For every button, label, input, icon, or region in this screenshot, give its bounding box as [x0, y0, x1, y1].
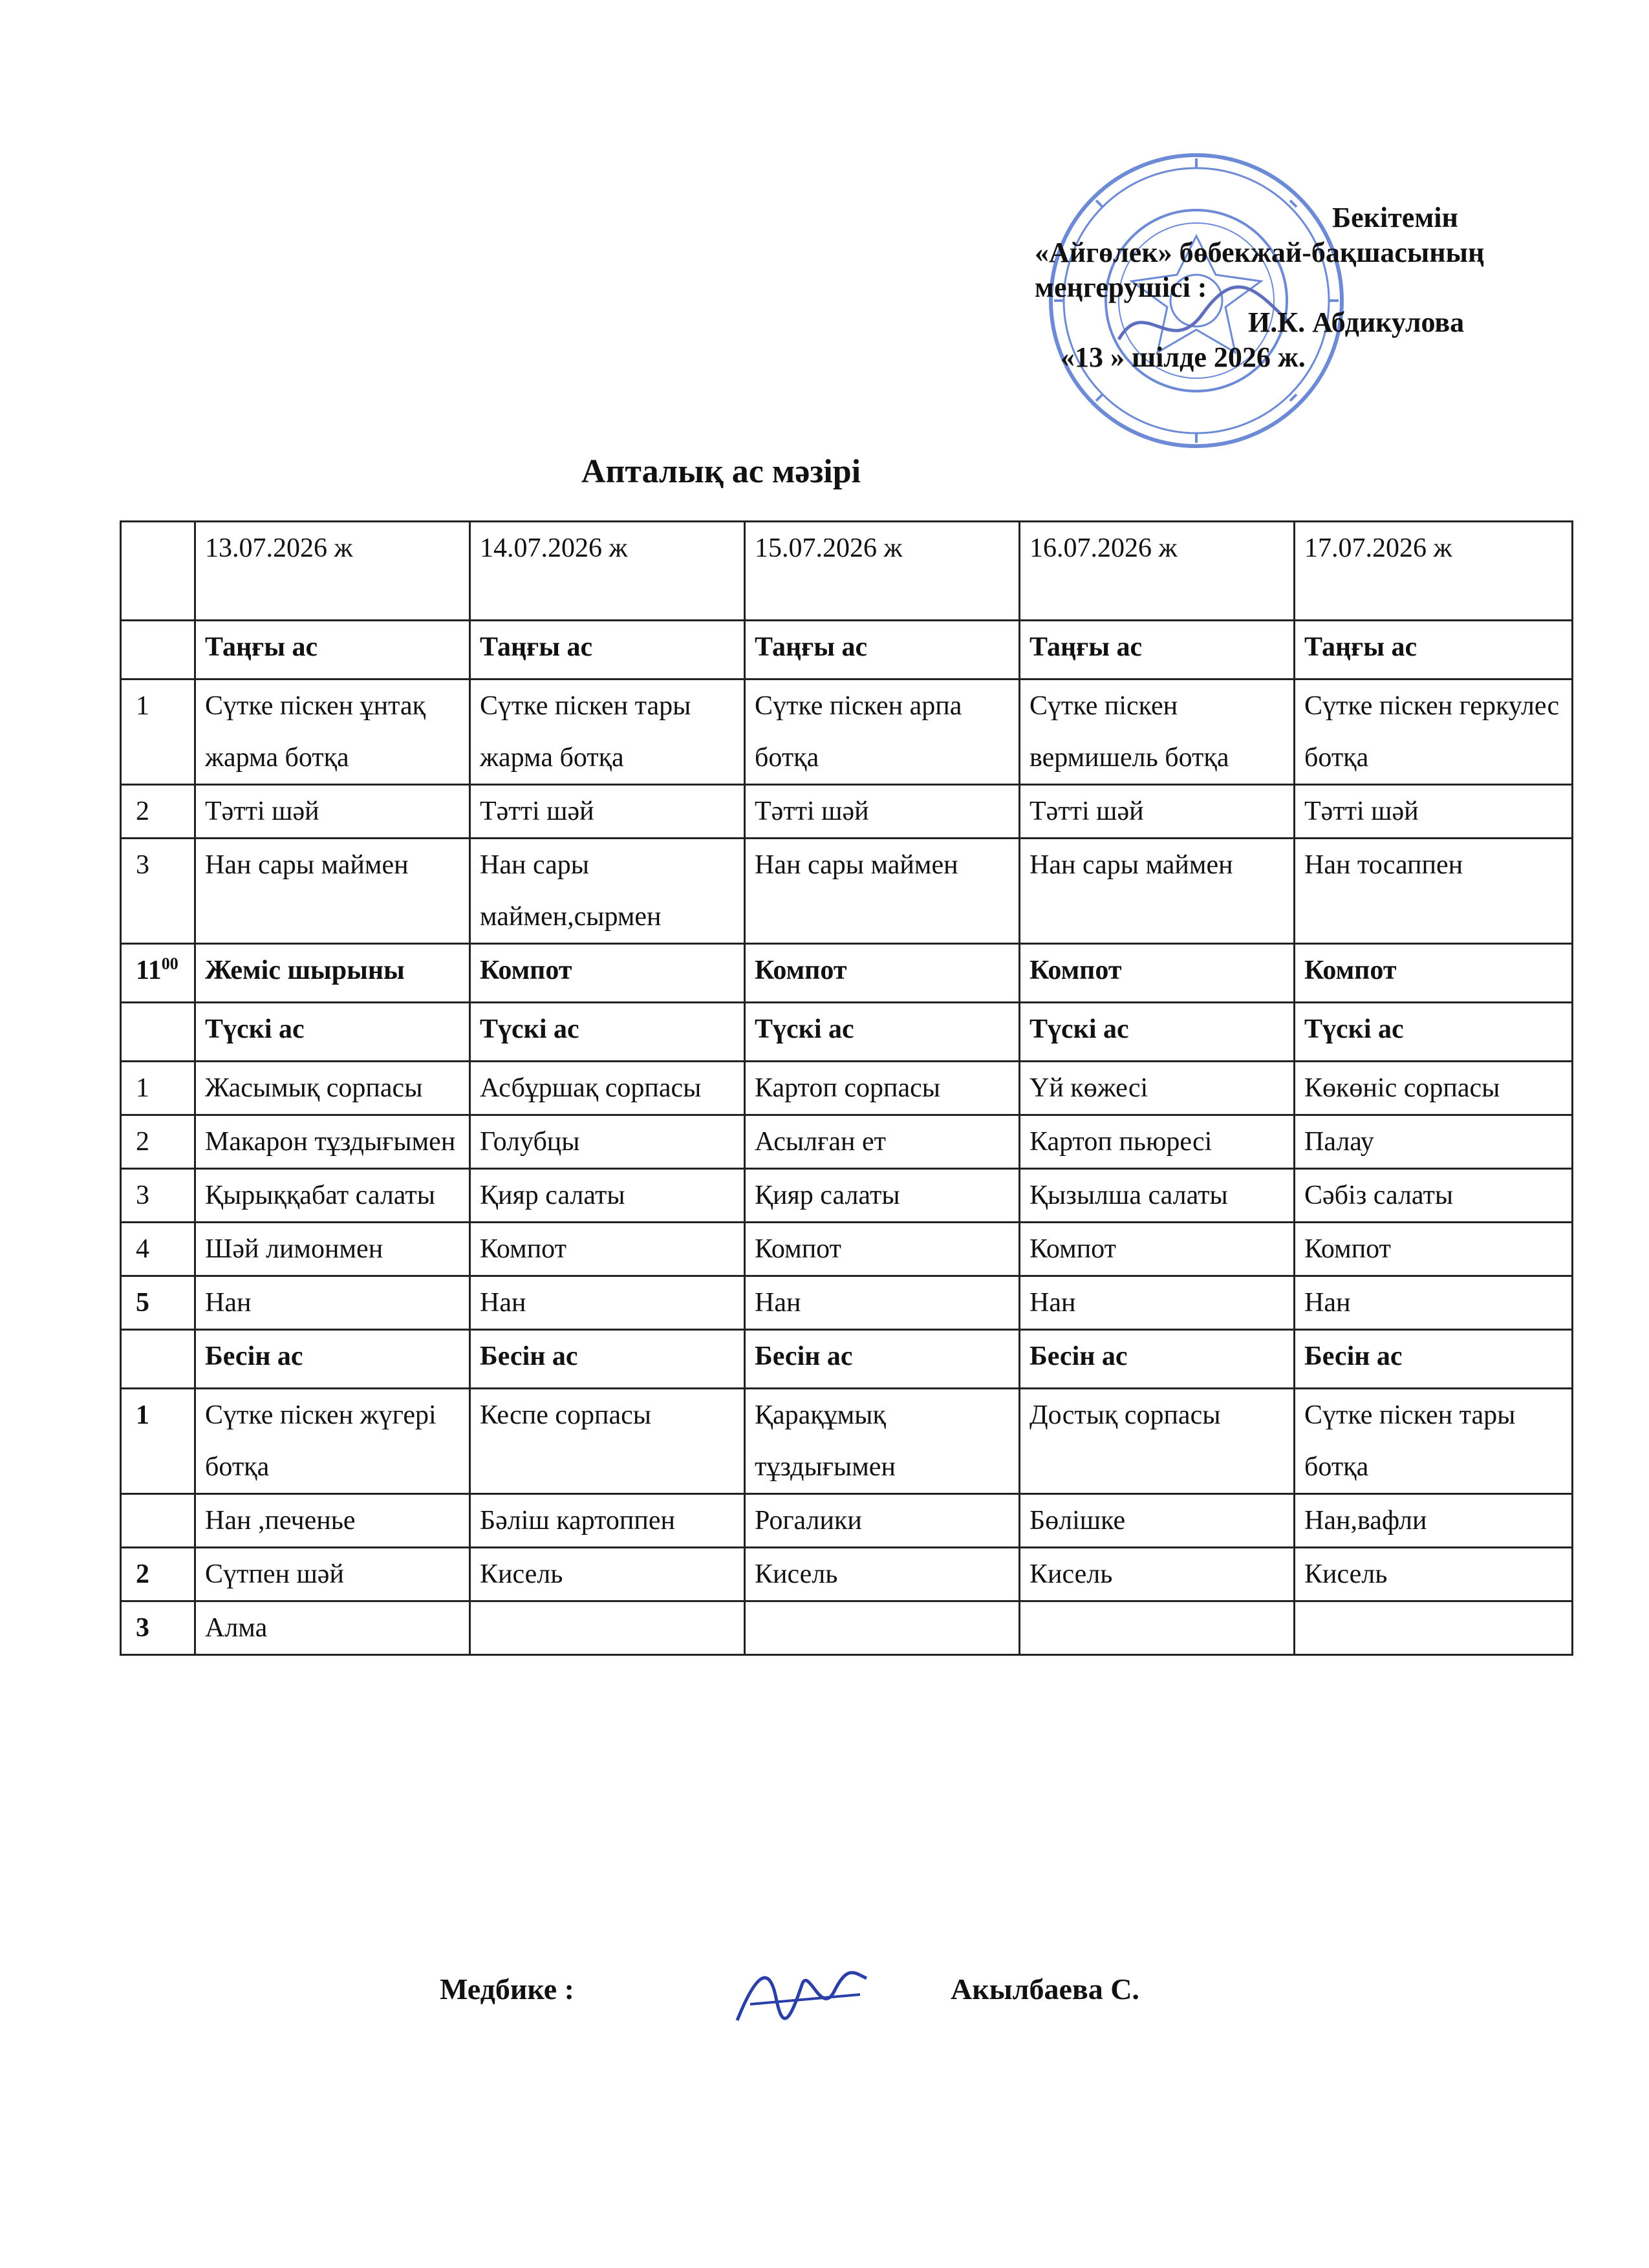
approval-signer-name: И.К. Абдикулова [1248, 306, 1465, 338]
menu-cell: Компот [1295, 944, 1573, 1003]
menu-cell: Тәтті шәй [1295, 785, 1573, 839]
menu-cell: Таңғы ас [195, 621, 470, 679]
menu-cell: Қызылша салаты [1020, 1169, 1295, 1223]
nurse-name: Акылбаева С. [951, 1973, 1139, 2006]
menu-cell: Тәтті шәй [195, 785, 470, 839]
table-row [121, 1548, 1573, 1601]
menu-cell: Бесін ас [1020, 1330, 1295, 1389]
menu-cell: Сүтке піскен геркулес ботқа [1295, 679, 1573, 785]
menu-cell: Нан [1295, 1276, 1573, 1330]
menu-cell: Бөлішке [1020, 1494, 1295, 1548]
menu-cell: Бесін ас [1295, 1330, 1573, 1389]
table-row [121, 1494, 1573, 1548]
menu-cell [1295, 1601, 1573, 1655]
table-row [121, 1276, 1573, 1330]
row-number: 2 [136, 797, 149, 826]
menu-cell: Кеспе сорпасы [470, 1389, 745, 1494]
menu-cell: Тәтті шәй [1020, 785, 1295, 839]
meal-row [121, 944, 1573, 1003]
date-cell: 14.07.2026 ж [470, 522, 745, 621]
menu-cell: Бәліш картоппен [470, 1494, 745, 1548]
row-number-cell [121, 1062, 195, 1115]
menu-cell: Бесін ас [195, 1330, 470, 1389]
table-row [121, 1223, 1573, 1276]
menu-cell: Таңғы ас [470, 621, 745, 679]
row-number-cell [121, 1389, 195, 1494]
row-number-cell [121, 1223, 195, 1276]
menu-cell: Сәбіз салаты [1295, 1169, 1573, 1223]
approval-organization: «Айгөлек» бөбекжай-бақшасының [1035, 237, 1485, 268]
row-number-cell [121, 679, 195, 785]
menu-cell [745, 1601, 1020, 1655]
row-number-cell [121, 1601, 195, 1655]
menu-cell: Түскі ас [195, 1003, 470, 1062]
date-cell: 16.07.2026 ж [1020, 522, 1295, 621]
date-cell: 15.07.2026 ж [745, 522, 1020, 621]
row-number-cell [121, 1494, 195, 1548]
menu-cell [470, 1601, 745, 1655]
page-title: Апталық ас мәзірі [581, 453, 861, 490]
row-number: 2 [136, 1559, 149, 1589]
date-cell: 13.07.2026 ж [195, 522, 470, 621]
menu-cell: Нан сары маймен,сырмен [470, 839, 745, 944]
menu-cell: Шәй лимонмен [195, 1223, 470, 1276]
menu-cell: Түскі ас [1020, 1003, 1295, 1062]
menu-cell: Кисель [470, 1548, 745, 1601]
row-number-cell [121, 785, 195, 839]
footer-signature [0, 1959, 1649, 2037]
menu-cell: Таңғы ас [1020, 621, 1295, 679]
menu-cell: Достық сорпасы [1020, 1389, 1295, 1494]
menu-cell: Нан сары маймен [195, 839, 470, 944]
menu-cell: Қырыққабат салаты [195, 1169, 470, 1223]
date-cell: 17.07.2026 ж [1295, 522, 1573, 621]
menu-cell: Сүтке піскен тары ботқа [1295, 1389, 1573, 1494]
table-corner-cell [121, 522, 195, 621]
approval-date: «13 » шілде 2026 ж. [1061, 341, 1306, 373]
menu-cell [1020, 1601, 1295, 1655]
row-number-cell [121, 1003, 195, 1062]
menu-cell: Нан [745, 1276, 1020, 1330]
menu-cell: Сүтке піскен арпа ботқа [745, 679, 1020, 785]
row-number-cell [121, 1115, 195, 1169]
menu-cell: Картоп сорпасы [745, 1062, 1020, 1115]
table-row [121, 1115, 1573, 1169]
row-number: 1 [136, 1073, 149, 1103]
menu-cell: Нан,вафли [1295, 1494, 1573, 1548]
meal-row [121, 621, 1573, 679]
row-number-superscript: 00 [161, 954, 178, 973]
row-number: 5 [136, 1288, 149, 1318]
menu-cell: Үй көжесі [1020, 1062, 1295, 1115]
table-row [121, 1601, 1573, 1655]
menu-cell: Рогалики [745, 1494, 1020, 1548]
meal-row [121, 1330, 1573, 1389]
menu-cell: Тәтті шәй [470, 785, 745, 839]
menu-cell: Жасымық сорпасы [195, 1062, 470, 1115]
menu-cell: Алма [195, 1601, 470, 1655]
weekly-menu-table [120, 520, 1573, 1656]
menu-cell: Сүтке піскен жүгері ботқа [195, 1389, 470, 1494]
menu-cell: Асылған ет [745, 1115, 1020, 1169]
row-number: 1 [136, 1400, 149, 1430]
menu-cell: Нан [195, 1276, 470, 1330]
menu-cell: Кисель [1020, 1548, 1295, 1601]
row-number: 3 [136, 1181, 149, 1210]
menu-cell: Палау [1295, 1115, 1573, 1169]
row-number: 1 [136, 691, 149, 721]
menu-cell: Компот [1020, 944, 1295, 1003]
row-number-cell [121, 1548, 195, 1601]
menu-cell: Нан [1020, 1276, 1295, 1330]
menu-cell: Макарон тұздығымен [195, 1115, 470, 1169]
menu-cell: Түскі ас [470, 1003, 745, 1062]
menu-cell: Таңғы ас [1295, 621, 1573, 679]
table-row [121, 785, 1573, 839]
menu-cell: Түскі ас [1295, 1003, 1573, 1062]
menu-cell: Сүтпен шәй [195, 1548, 470, 1601]
menu-cell: Таңғы ас [745, 621, 1020, 679]
row-number: 11 [136, 956, 162, 985]
table-row [121, 839, 1573, 944]
menu-cell: Компот [745, 944, 1020, 1003]
row-number-cell [121, 839, 195, 944]
row-number: 2 [136, 1127, 149, 1157]
date-header-row [121, 522, 1573, 621]
menu-cell: Компот [470, 1223, 745, 1276]
row-number-cell [121, 1330, 195, 1389]
menu-cell: Қияр салаты [745, 1169, 1020, 1223]
menu-cell: Компот [470, 944, 745, 1003]
table-row [121, 1169, 1573, 1223]
approval-heading: Бекітемін [1332, 202, 1458, 233]
menu-cell: Бесін ас [470, 1330, 745, 1389]
approval-position: меңгерушісі : [1035, 272, 1207, 303]
menu-cell: Кисель [1295, 1548, 1573, 1601]
menu-cell: Сүтке піскен тары жарма ботқа [470, 679, 745, 785]
menu-cell: Сүтке піскен ұнтақ жарма ботқа [195, 679, 470, 785]
menu-cell: Компот [745, 1223, 1020, 1276]
row-number: 3 [136, 850, 149, 880]
menu-cell: Қарақұмық тұздығымен [745, 1389, 1020, 1494]
table-row [121, 1389, 1573, 1494]
menu-cell: Нан ,печенье [195, 1494, 470, 1548]
menu-cell: Тәтті шәй [745, 785, 1020, 839]
menu-cell: Асбұршақ сорпасы [470, 1062, 745, 1115]
menu-cell: Көкөніс сорпасы [1295, 1062, 1573, 1115]
row-number: 4 [136, 1234, 149, 1264]
menu-cell: Нан [470, 1276, 745, 1330]
menu-cell: Нан сары маймен [745, 839, 1020, 944]
menu-cell: Компот [1295, 1223, 1573, 1276]
handwritten-signature [731, 1959, 873, 2030]
menu-cell: Компот [1020, 1223, 1295, 1276]
menu-cell: Сүтке піскен вермишель ботқа [1020, 679, 1295, 785]
row-number-cell [121, 1169, 195, 1223]
table-row [121, 679, 1573, 785]
menu-cell: Кисель [745, 1548, 1020, 1601]
table-row [121, 1062, 1573, 1115]
menu-cell: Қияр салаты [470, 1169, 745, 1223]
approval-block [1035, 200, 1617, 375]
meal-row [121, 1003, 1573, 1062]
menu-cell: Бесін ас [745, 1330, 1020, 1389]
menu-cell: Нан тосаппен [1295, 839, 1573, 944]
menu-cell: Жеміс шырыны [195, 944, 470, 1003]
row-number-cell [121, 1276, 195, 1330]
nurse-label: Медбике : [440, 1973, 574, 2006]
row-number-cell [121, 944, 195, 1003]
row-number-cell [121, 621, 195, 679]
menu-cell: Түскі ас [745, 1003, 1020, 1062]
row-number: 3 [136, 1613, 149, 1643]
menu-cell: Нан сары маймен [1020, 839, 1295, 944]
menu-cell: Голубцы [470, 1115, 745, 1169]
menu-cell: Картоп пьюресі [1020, 1115, 1295, 1169]
